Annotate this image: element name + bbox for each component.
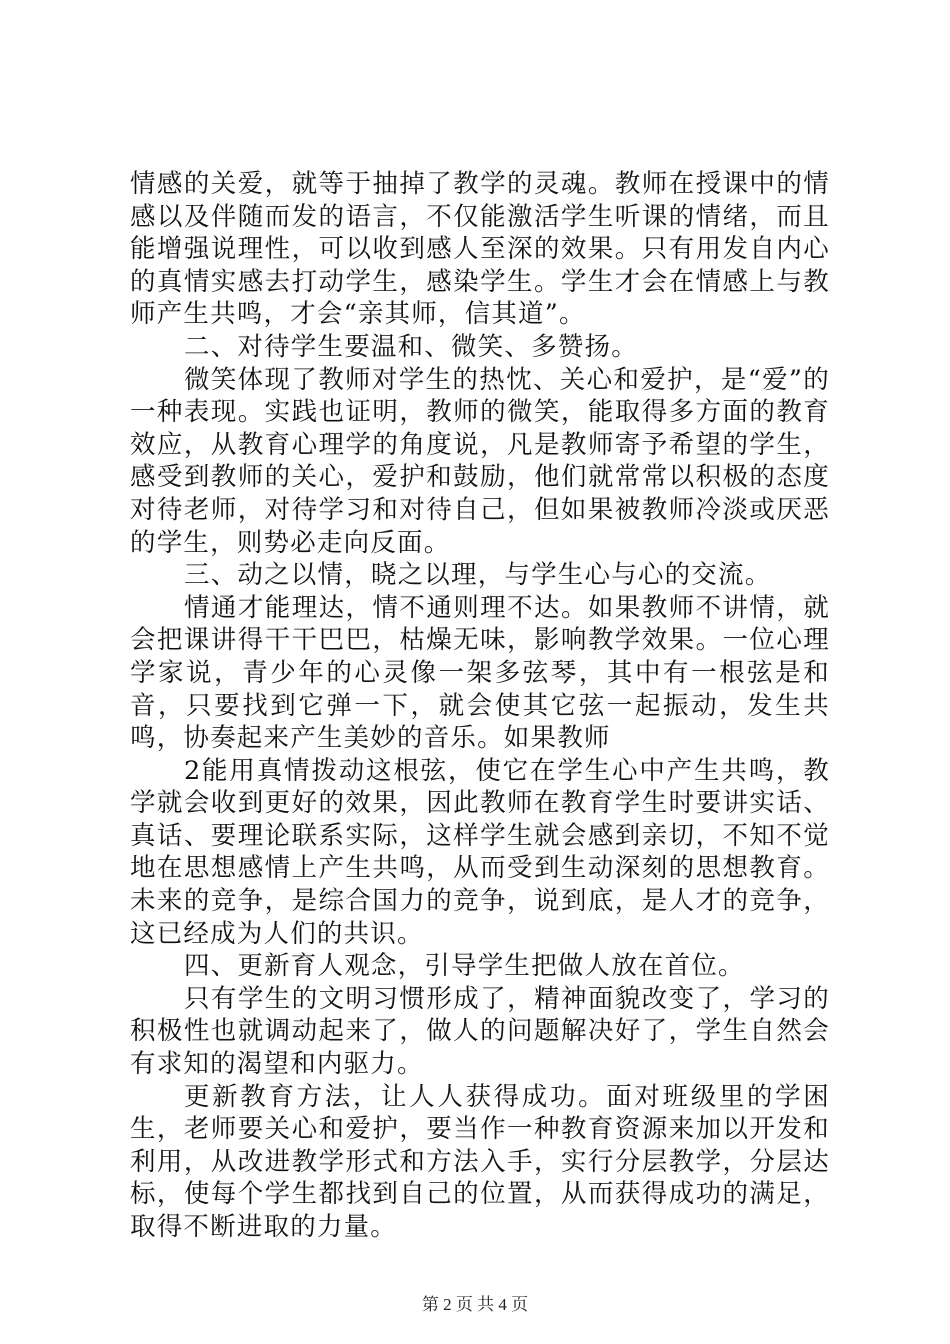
section-heading-4: 四、更新育人观念，引导学生把做人放在首位。 [184, 951, 745, 982]
section-heading-3: 三、动之以情，晓之以理，与学生心与心的交流。 [184, 560, 772, 591]
paragraph: 只有学生的文明习惯形成了，精神面貌改变了，学习的积极性也就调动起来了，做人的问题解决好了，学生自然会有求知的渴望和内驱力。 [130, 983, 830, 1080]
paragraph: 更新教育方法，让人人获得成功。面对班级里的学困生，老师要关心和爱护，要当作一种教育资源来加以开发和利用，从改进教学形式和方法入手，实行分层教学，分层达标，使每个学生都找到自己的位置，从而获得成功的满足，取得不断进取的力量。 [130, 1081, 830, 1242]
paragraph: 2能用真情拨动这根弦，使它在学生心中产生共鸣，教学就会收到更好的效果，因此教师在教育学生时要讲实话、真话、要理论联系实际，这样学生就会感到亲切，不知不觉地在思想感情上产生共鸣，从而受到生动深刻的思想教育。未来的竞争，是综合国力的竞争，说到底，是人才的竞争，这已经成为人们的共识。 [130, 755, 830, 949]
paragraph-continuation: 情感的关爱，就等于抽掉了教学的灵魂。教师在授课中的情感以及伴随而发的语言，不仅能激活学生听课的情绪，而且能增强说理性，可以收到感人至深的效果。只有用发自内心的真情实感去打动学生，感染学生。学生才会在情感上与教师产生共鸣，才会“亲其师，信其道”。 [130, 169, 830, 330]
paragraph: 情通才能理达，情不通则理不达。如果教师不讲情，就会把课讲得干干巴巴，枯燥无味，影响教学效果。一位心理学家说，青少年的心灵像一架多弦琴，其中有一根弦是和音，只要找到它弹一下，就会使其它弦一起振动，发生共鸣，协奏起来产生美妙的音乐。如果教师 [130, 592, 830, 754]
paragraph: 微笑体现了教师对学生的热忱、关心和爱护，是“爱”的一种表现。实践也证明，教师的微笑，能取得多方面的教育效应，从教育心理学的角度说，凡是教师寄予希望的学生，感受到教师的关心，爱护和鼓励，他们就常常以积极的态度对待老师，对待学习和对待自己，但如果被教师冷淡或厌恶的学生，则势必走向反面。 [130, 364, 830, 558]
section-heading-2: 二、对待学生要温和、微笑、多赞扬。 [184, 331, 638, 362]
page-footer: 第 2 页 共 4 页 [421, 1295, 529, 1314]
document-body [130, 168, 830, 1244]
